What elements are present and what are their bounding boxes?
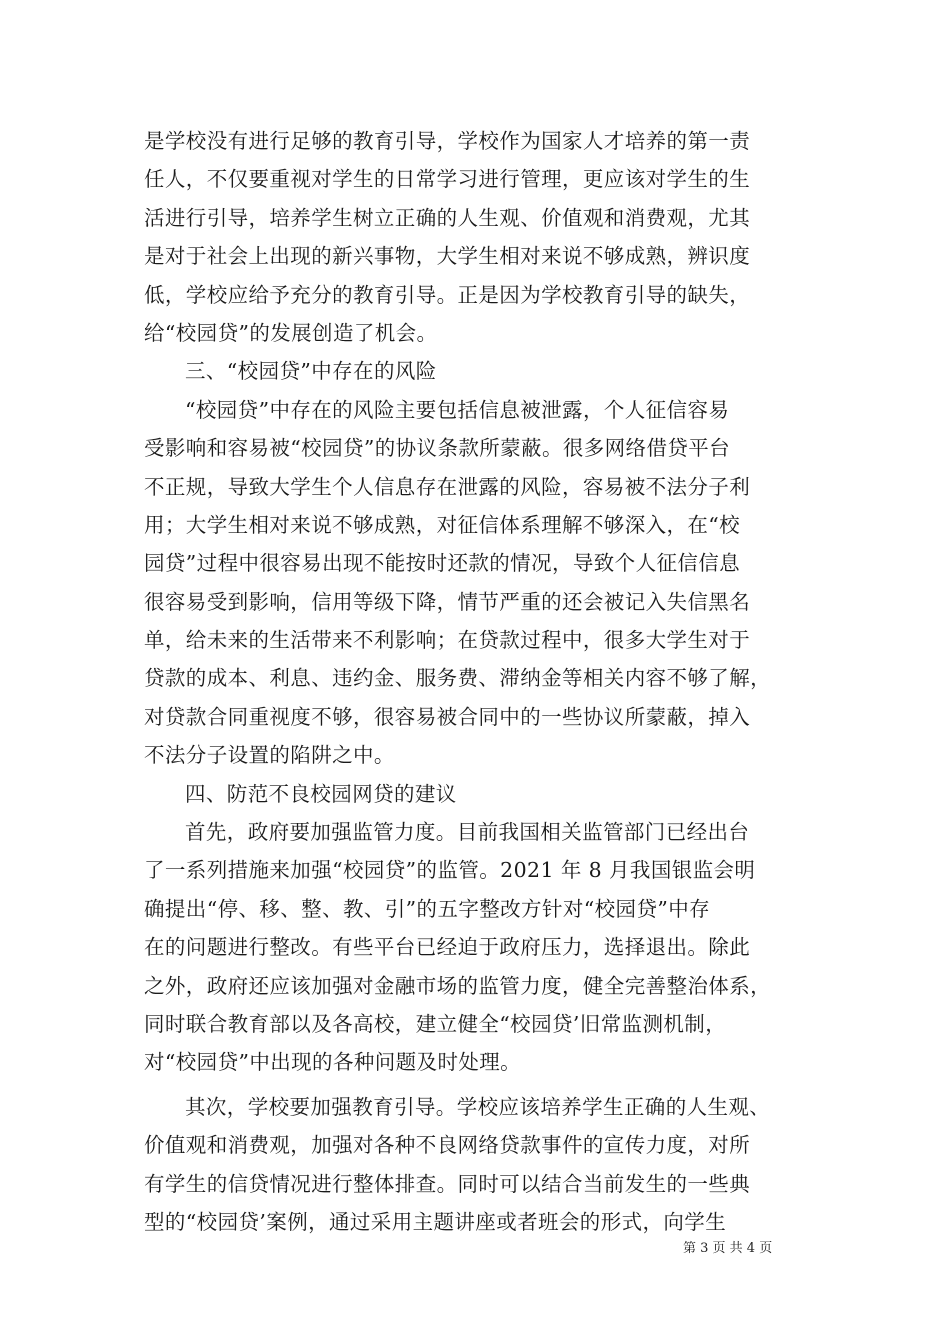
text-line: 低，学校应给予充分的教育引导。正是因为学校教育引导的缺失， — [144, 282, 751, 307]
text-line: 用；大学生相对来说不够成熟，对征信体系理解不够深入，在“校 — [144, 512, 741, 537]
text-line: 很容易受到影响，信用等级下降，情节严重的还会被记入失信黑名 — [144, 589, 751, 614]
paragraph-school — [144, 1088, 816, 1242]
text-line: 任人，不仅要重视对学生的日常学习进行管理，更应该对学生的生 — [144, 167, 751, 192]
text-line: 对“校园贷”中出现的各种问题及时处理。 — [144, 1050, 522, 1075]
text-line: 价值观和消费观，加强对各种不良网络贷款事件的宣传力度，对所 — [144, 1133, 751, 1158]
text-line: “校园贷”中存在的风险主要包括信息被泄露，个人征信容易 — [185, 397, 730, 422]
heading-text: 三、“校园贷”中存在的风险 — [185, 359, 437, 384]
text-line: 受影响和容易被“校园贷”的协议条款所蒙蔽。很多网络借贷平台 — [144, 436, 731, 461]
body-text — [144, 122, 816, 1241]
text-line: 首先，政府要加强监管力度。目前我国相关监管部门已经出台 — [185, 820, 750, 845]
page-number-footer: 第 3 页 共 4 页 — [683, 1241, 773, 1256]
paragraph-risks — [144, 391, 816, 775]
text-line: 贷款的成本、利息、违约金、服务费、滞纳金等相关内容不够了解， — [144, 666, 771, 691]
text-line: 是对于社会上出现的新兴事物，大学生相对来说不够成熟，辨识度 — [144, 244, 751, 269]
text-line: 活进行引导，培养学生树立正确的人生观、价值观和消费观，尤其 — [144, 205, 751, 230]
text-line: 对贷款合同重视度不够，很容易被合同中的一些协议所蒙蔽，掉入 — [144, 704, 751, 729]
text-line: 了一系列措施来加强“校园贷”的监管。2021 年 8 月我国银监会明 — [144, 858, 756, 883]
text-line: 是学校没有进行足够的教育引导，学校作为国家人才培养的第一责 — [144, 129, 751, 153]
text-line: 不法分子设置的陷阱之中。 — [144, 743, 395, 768]
text-line: 有学生的信贷情况进行整体排查。同时可以结合当前发生的一些典 — [144, 1171, 751, 1196]
section-heading-suggestions — [144, 775, 816, 813]
text-line: 给“校园贷”的发展创造了机会。 — [144, 320, 438, 345]
heading-text: 四、防范不良校园网贷的建议 — [185, 781, 457, 806]
paragraph-continuation — [144, 122, 816, 352]
text-line: 其次，学校要加强教育引导。学校应该培养学生正确的人生观、 — [185, 1094, 771, 1119]
text-line: 之外，政府还应该加强对金融市场的监管力度，健全完善整治体系， — [144, 973, 771, 998]
text-line: 确提出“停、移、整、教、引”的五字整改方针对“校园贷”中存 — [144, 896, 711, 921]
text-line: 在的问题进行整改。有些平台已经迫于政府压力，选择退出。除此 — [144, 935, 751, 960]
paragraph-government — [144, 813, 816, 1082]
text-line: 同时联合教育部以及各高校，建立健全“校园贷’旧常监测机制， — [144, 1011, 727, 1036]
text-line: 单，给未来的生活带来不利影响；在贷款过程中，很多大学生对于 — [144, 628, 751, 653]
text-line: 不正规，导致大学生个人信息存在泄露的风险，容易被不法分子利 — [144, 474, 751, 499]
text-line: 园贷”过程中很容易出现不能按时还款的情况，导致个人征信信息 — [144, 551, 741, 576]
section-heading-risks — [144, 352, 816, 390]
text-line: 型的“校园贷’案例，通过采用主题讲座或者班会的形式，向学生 — [144, 1209, 727, 1234]
